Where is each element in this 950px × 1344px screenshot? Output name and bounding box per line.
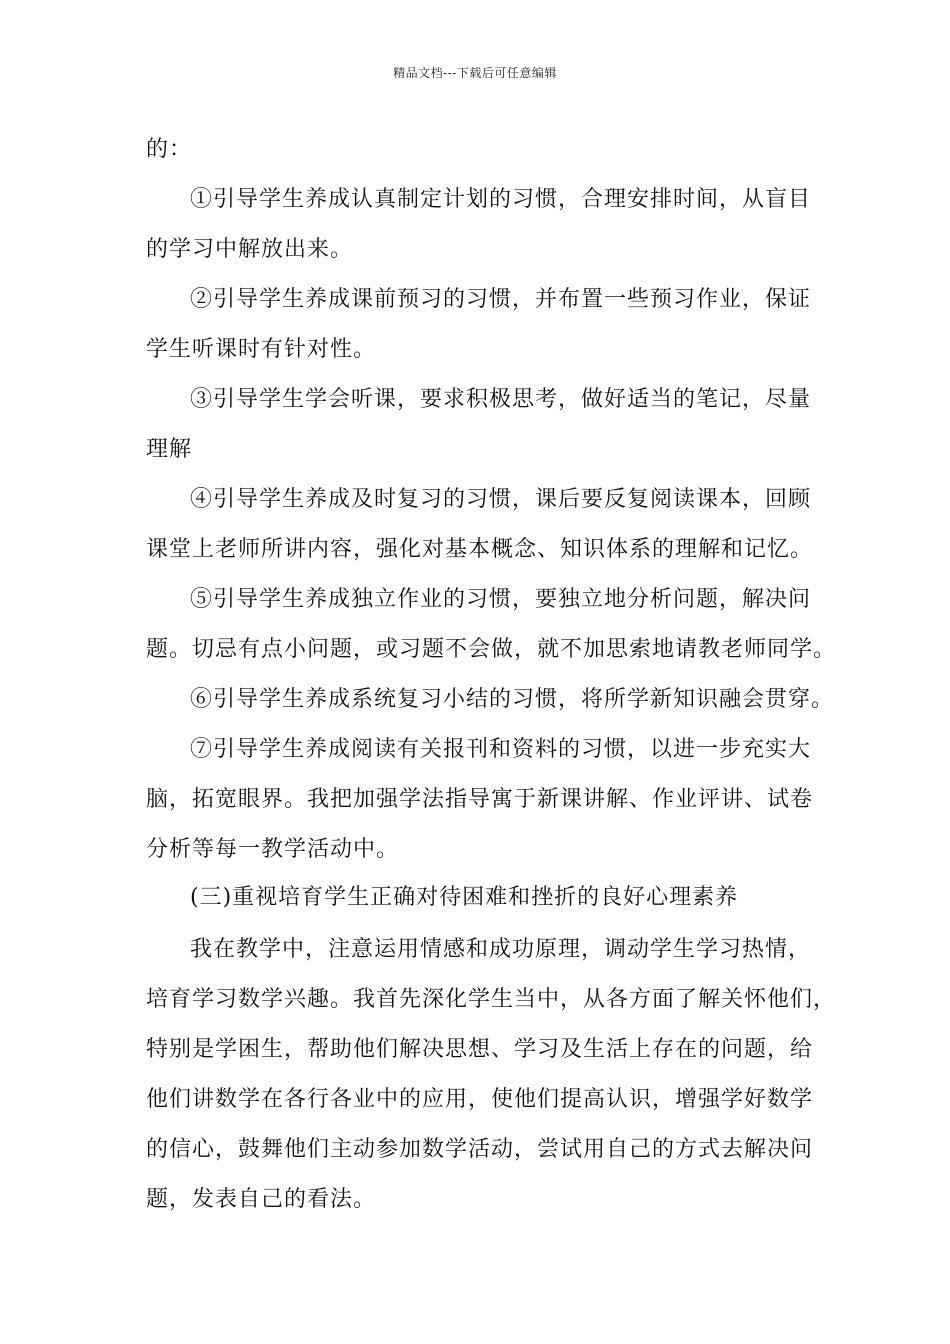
text-line: ⑤引导学生养成独立作业的习惯，要独立地分析问题，解决问 — [190, 587, 812, 612]
text-line: ②引导学生养成课前预习的习惯，并布置一些预习作业，保证 — [190, 287, 812, 312]
text-line: 他们讲数学在各行各业中的应用，使他们提高认识，增强学好数学 — [146, 1087, 814, 1112]
text-line: 课堂上老师所讲内容，强化对基本概念、知识体系的理解和记忆。 — [146, 537, 814, 562]
text-line: 的： — [146, 137, 193, 162]
text-line: ①引导学生养成认真制定计划的习惯，合理安排时间，从盲目 — [190, 187, 812, 212]
text-line: 分析等每一教学活动中。 — [146, 837, 400, 862]
text-line: 题。切忌有点小问题，或习题不会做，就不加思索地请教老师同学。 — [146, 637, 837, 662]
text-line: 特别是学困生，帮助他们解决思想、学习及生活上存在的问题，给 — [146, 1037, 814, 1062]
text-line: ⑥引导学生养成系统复习小结的习惯，将所学新知识融会贯穿。 — [190, 687, 835, 712]
text-line: 的信心，鼓舞他们主动参加数学活动，尝试用自己的方式去解决问 — [146, 1137, 814, 1162]
text-line: 学生听课时有针对性。 — [146, 337, 377, 362]
page-header: 精品文档---下载后可任意编辑 — [393, 66, 557, 80]
text-line: 脑，拓宽眼界。我把加强学法指导寓于新课讲解、作业评讲、试卷 — [146, 787, 814, 812]
section-heading: (三)重视培育学生正确对待困难和挫折的良好心理素养 — [190, 885, 739, 910]
text-line: ④引导学生养成及时复习的习惯，课后要反复阅读课本，回顾 — [190, 487, 812, 512]
text-line: 我在教学中，注意运用情感和成功原理，调动学生学习热情， — [190, 937, 812, 962]
text-line: ③引导学生学会听课，要求积极思考，做好适当的笔记，尽量 — [190, 387, 812, 412]
text-line: 理解 — [146, 437, 193, 462]
text-line: ⑦引导学生养成阅读有关报刊和资料的习惯，以进一步充实大 — [190, 737, 812, 762]
text-line: 培育学习数学兴趣。我首先深化学生当中，从各方面了解关怀他们， — [146, 987, 837, 1012]
text-line: 的学习中解放出来。 — [146, 237, 354, 262]
text-line: 题，发表自己的看法。 — [146, 1187, 377, 1212]
